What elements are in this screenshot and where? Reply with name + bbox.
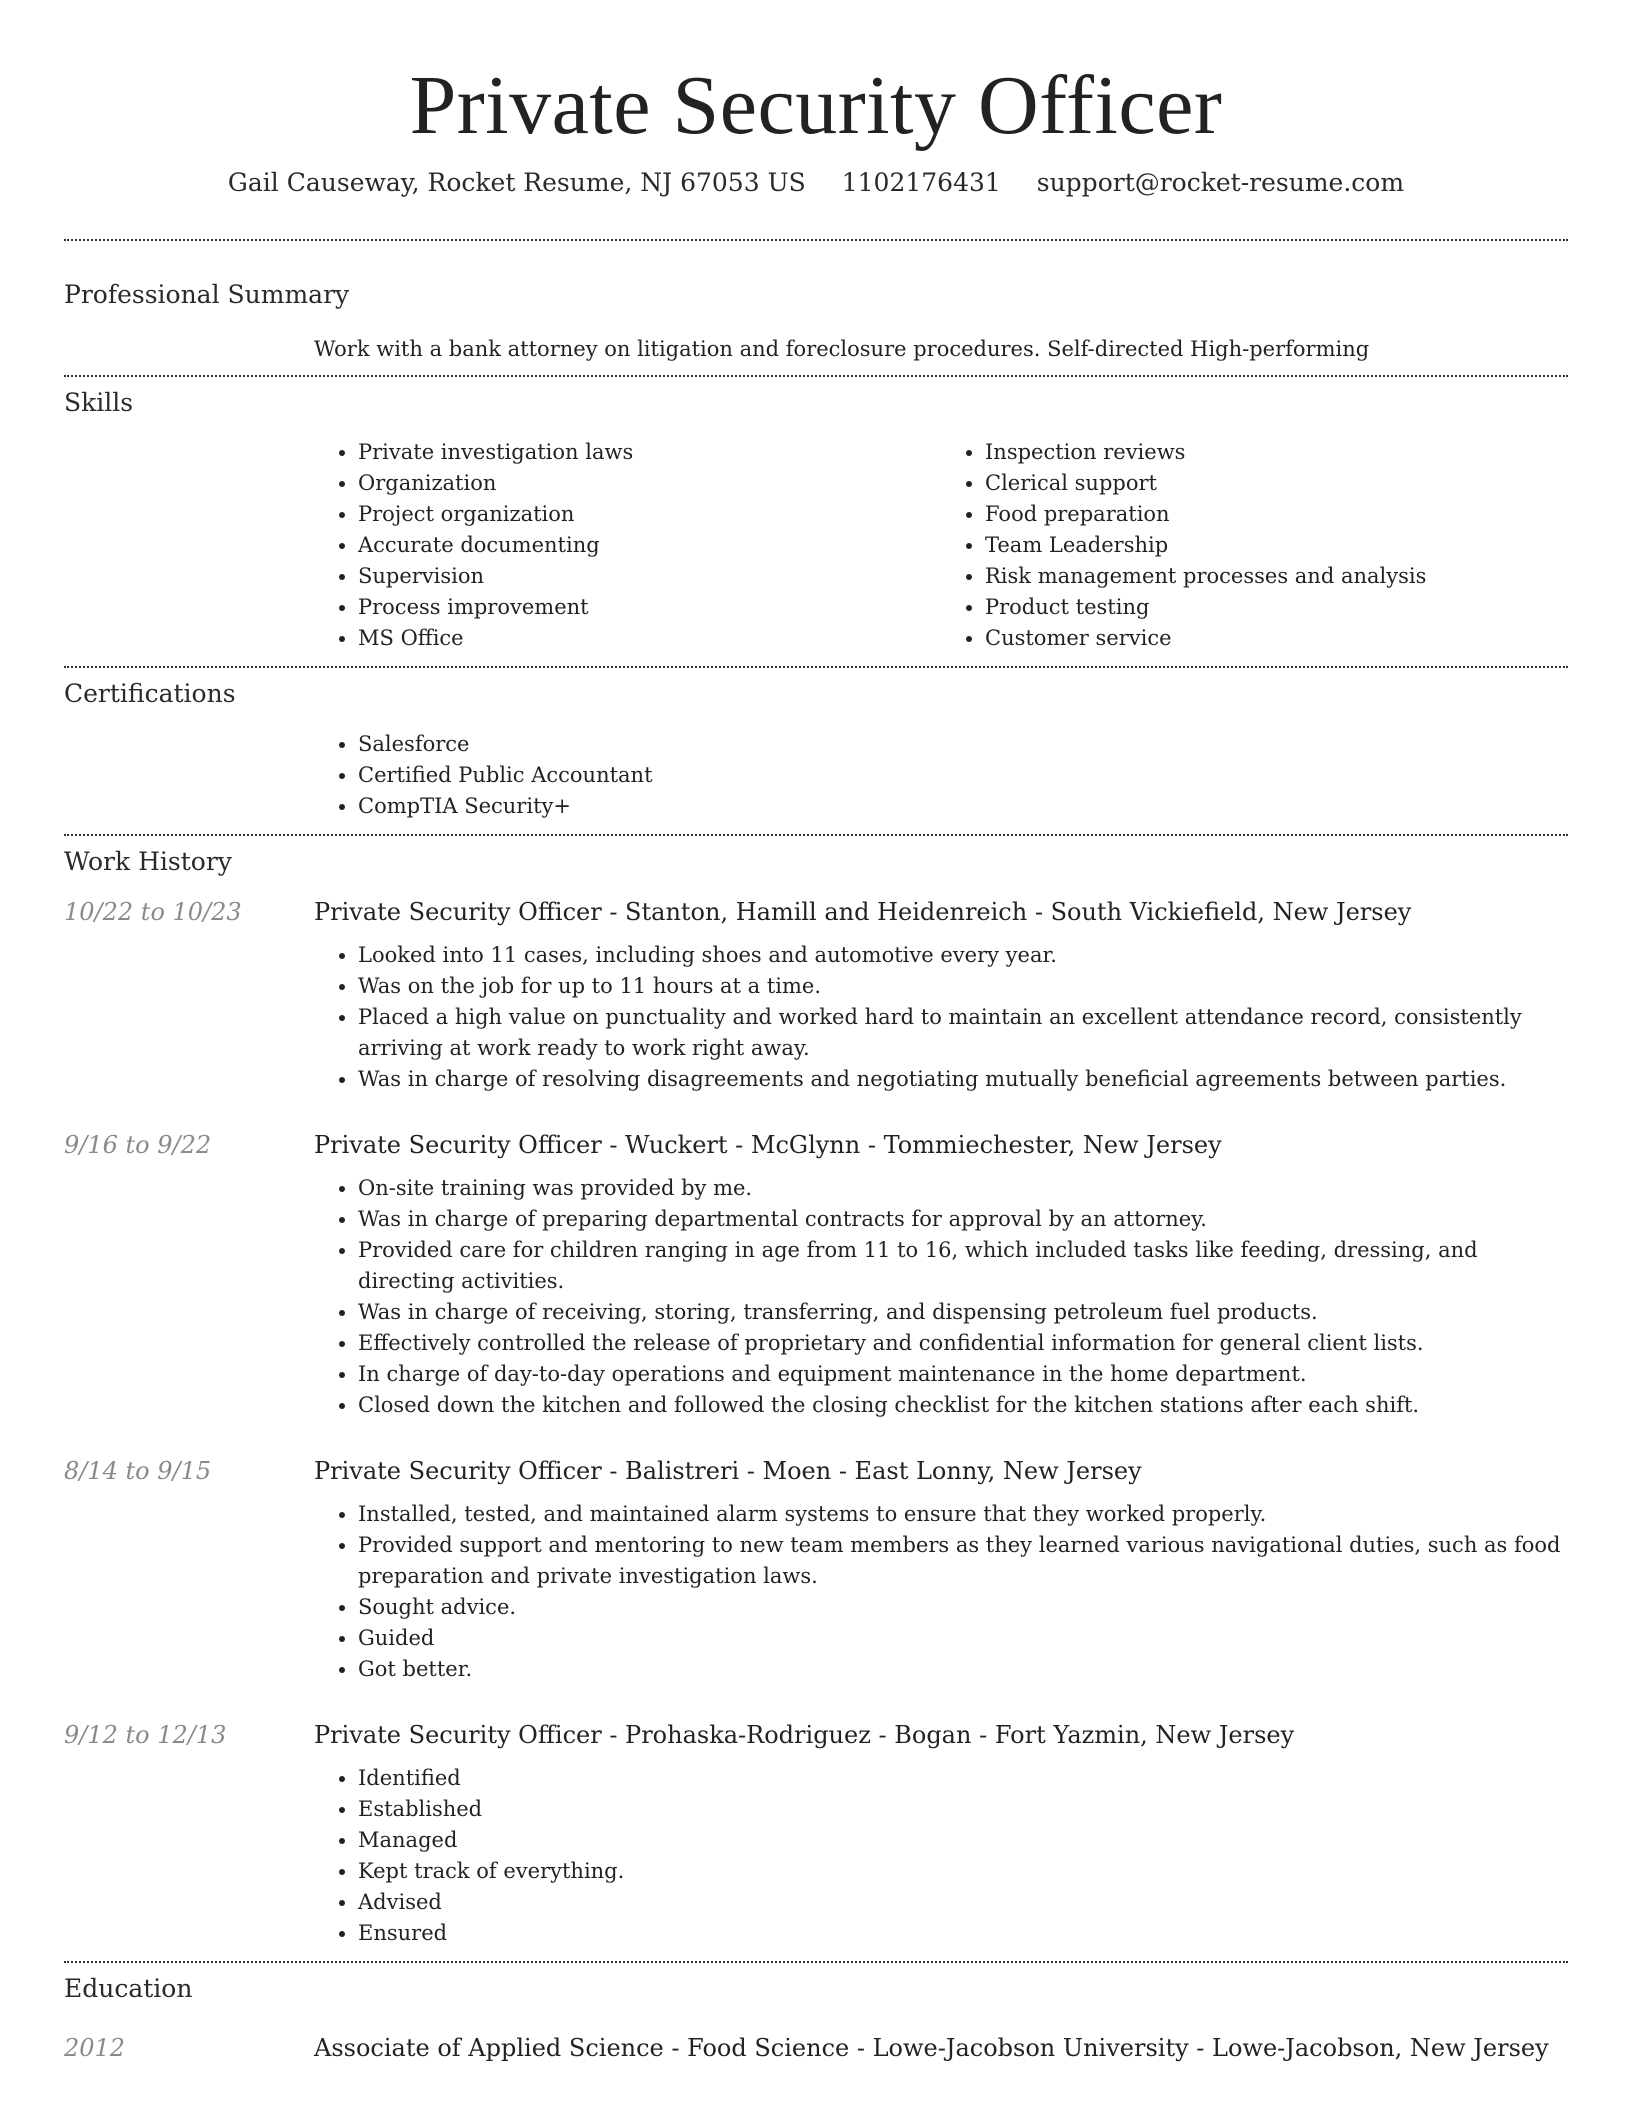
education-entry bbox=[64, 2034, 1568, 2062]
job-date: 10/22 to 10/23 bbox=[64, 898, 242, 927]
section-title-education: Education bbox=[64, 1974, 193, 2004]
skill-item: • Team Leadership bbox=[985, 530, 1568, 561]
certifications-list bbox=[314, 729, 1568, 822]
job-bullet: • Placed a high value on punctuality and worked hard to maintain an excellent attendance record, consistently arriving at work ready to work right away. bbox=[358, 1002, 1568, 1064]
skill-item: • Product testing bbox=[985, 592, 1568, 623]
job-entry bbox=[64, 1719, 1568, 1949]
job-body bbox=[314, 1719, 1568, 1949]
job-body bbox=[314, 896, 1568, 1095]
job-bullet: • Was in charge of resolving disagreements and negotiating mutually beneficial agreements between parties. bbox=[358, 1064, 1568, 1095]
certifications-section bbox=[64, 668, 1568, 822]
job-bullet: • Managed bbox=[358, 1825, 1568, 1856]
skill-item: • Accurate documenting bbox=[358, 530, 941, 561]
job-bullet: • Effectively controlled the release of proprietary and confidential information for general client lists. bbox=[358, 1328, 1568, 1359]
job-bullet: • On-site training was provided by me. bbox=[358, 1173, 1568, 1204]
contact-phone: 1102176431 bbox=[841, 167, 1001, 197]
section-title-certifications: Certifications bbox=[64, 679, 236, 709]
summary-section bbox=[64, 241, 1568, 365]
skill-item: • Food preparation bbox=[985, 499, 1568, 530]
job-bullet: • Got better. bbox=[358, 1654, 1568, 1685]
education-section bbox=[64, 1963, 1568, 2062]
job-bullet: • Provided care for children ranging in age from 11 to 16, which included tasks like feeding, dressing, and directing activities. bbox=[358, 1235, 1568, 1297]
job-bullet: • Closed down the kitchen and followed the closing checklist for the kitchen stations after each shift. bbox=[358, 1390, 1568, 1421]
job-bullet: • Kept track of everything. bbox=[358, 1856, 1568, 1887]
resume-page bbox=[64, 0, 1568, 2062]
job-entry bbox=[64, 896, 1568, 1095]
skill-item: • Risk management processes and analysis bbox=[985, 561, 1568, 592]
page-title: Private Security Officer bbox=[409, 59, 1223, 152]
work-history-section bbox=[64, 836, 1568, 1950]
job-bullet: • Looked into 11 cases, including shoes and automotive every year. bbox=[358, 940, 1568, 971]
job-title: Private Security Officer - Prohaska-Rodriguez - Bogan - Fort Yazmin, New Jersey bbox=[314, 1721, 1295, 1750]
job-bullets bbox=[314, 1763, 1568, 1949]
skill-item: • Process improvement bbox=[358, 592, 941, 623]
certification-item: • Salesforce bbox=[358, 729, 1568, 760]
job-bullet: • Advised bbox=[358, 1887, 1568, 1918]
job-bullet: • Established bbox=[358, 1794, 1568, 1825]
job-date: 8/14 to 9/15 bbox=[64, 1457, 212, 1486]
job-body bbox=[314, 1455, 1568, 1685]
job-date: 9/12 to 12/13 bbox=[64, 1721, 227, 1750]
certification-item: • CompTIA Security+ bbox=[358, 791, 1568, 822]
education-degree: Associate of Applied Science - Food Science - Lowe-Jacobson University - Lowe-Jacobson, New Jersey bbox=[314, 2033, 1549, 2062]
skill-item: • MS Office bbox=[358, 623, 941, 654]
job-title: Private Security Officer - Balistreri - Moen - East Lonny, New Jersey bbox=[314, 1457, 1142, 1486]
job-bullet: • Was in charge of preparing departmental contracts for approval by an attorney. bbox=[358, 1204, 1568, 1235]
contact-address: Gail Causeway, Rocket Resume, NJ 67053 US bbox=[227, 167, 806, 197]
certification-item: • Certified Public Accountant bbox=[358, 760, 1568, 791]
job-bullet: • Ensured bbox=[358, 1918, 1568, 1949]
job-date: 9/16 to 9/22 bbox=[64, 1131, 212, 1160]
skill-item: • Private investigation laws bbox=[358, 437, 941, 468]
certifications-content bbox=[314, 729, 1568, 822]
contact-email: support@rocket-resume.com bbox=[1036, 167, 1405, 197]
job-bullet: • Provided support and mentoring to new team members as they learned various navigational duties, such as food preparation and private investigation laws. bbox=[358, 1530, 1568, 1592]
skills-list-left bbox=[314, 437, 941, 654]
contact-line bbox=[64, 167, 1568, 200]
summary-text: Work with a bank attorney on litigation and foreclosure procedures. Self-directed High-performing bbox=[314, 336, 1370, 361]
job-bullet: • Was on the job for up to 11 hours at a time. bbox=[358, 971, 1568, 1002]
education-date: 2012 bbox=[64, 2033, 126, 2062]
section-title-summary: Professional Summary bbox=[64, 280, 350, 310]
skills-list-right bbox=[941, 437, 1568, 654]
job-bullet: • Identified bbox=[358, 1763, 1568, 1794]
job-bullets bbox=[314, 1499, 1568, 1685]
job-title: Private Security Officer - Stanton, Hamill and Heidenreich - South Vickiefield, New Jersey bbox=[314, 898, 1412, 927]
job-entry bbox=[64, 1455, 1568, 1685]
skill-item: • Customer service bbox=[985, 623, 1568, 654]
job-bullet: • Guided bbox=[358, 1623, 1568, 1654]
job-bullet: • In charge of day-to-day operations and equipment maintenance in the home department. bbox=[358, 1359, 1568, 1390]
job-bullets bbox=[314, 940, 1568, 1095]
job-body bbox=[314, 1129, 1568, 1421]
skill-item: • Inspection reviews bbox=[985, 437, 1568, 468]
section-title-work-history: Work History bbox=[64, 846, 232, 876]
skill-item: • Supervision bbox=[358, 561, 941, 592]
skills-section bbox=[64, 377, 1568, 655]
section-title-skills: Skills bbox=[64, 387, 134, 417]
job-bullet: • Sought advice. bbox=[358, 1592, 1568, 1623]
skill-item: • Organization bbox=[358, 468, 941, 499]
job-entry bbox=[64, 1129, 1568, 1421]
skill-item: • Project organization bbox=[358, 499, 941, 530]
skills-columns bbox=[314, 437, 1568, 654]
job-bullets bbox=[314, 1173, 1568, 1421]
job-title: Private Security Officer - Wuckert - McGlynn - Tommiechester, New Jersey bbox=[314, 1131, 1222, 1160]
job-bullet: • Installed, tested, and maintained alarm systems to ensure that they worked properly. bbox=[358, 1499, 1568, 1530]
skill-item: • Clerical support bbox=[985, 468, 1568, 499]
job-bullet: • Was in charge of receiving, storing, transferring, and dispensing petroleum fuel products. bbox=[358, 1297, 1568, 1328]
